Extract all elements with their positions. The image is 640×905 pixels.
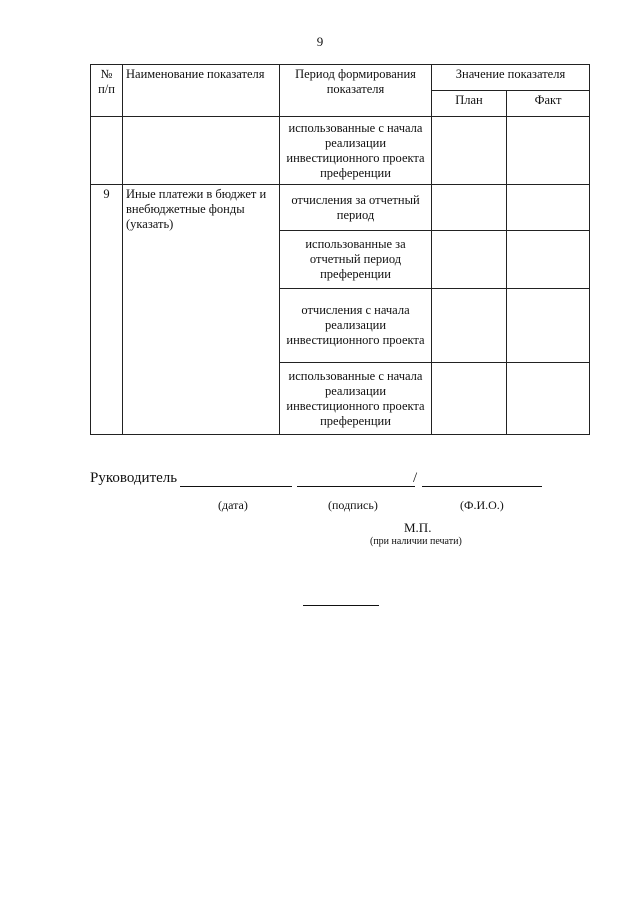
- fact-cell: [507, 231, 590, 289]
- date-caption: (дата): [218, 498, 248, 512]
- item-name: Иные платежи в бюджет и внебюджетные фонды (указать): [123, 185, 280, 435]
- item-period-2: использованные за отчетный период преференции: [280, 231, 432, 289]
- sign-line: [297, 470, 418, 487]
- item-period-1: отчисления за отчетный период: [280, 185, 432, 231]
- plan-cell: [432, 117, 507, 185]
- fact-cell: [507, 363, 590, 435]
- stamp-label: М.П.: [404, 520, 432, 535]
- table-row: [91, 185, 590, 231]
- item-period-3: отчисления с начала реализации инвестиционного проекта: [280, 289, 432, 363]
- fio-caption: (Ф.И.О.): [460, 498, 504, 512]
- header-period: Период формирования показателя: [280, 65, 432, 117]
- sign-caption: (подпись): [328, 498, 378, 512]
- indicators-table: [90, 64, 590, 435]
- signature-title: Руководитель: [90, 470, 178, 486]
- header-value: Значение показателя: [432, 65, 590, 91]
- item-period-4: использованные с начала реализации инвестиционного проекта преференции: [280, 363, 432, 435]
- row-num-cell: [91, 117, 123, 185]
- item-num: 9: [91, 185, 123, 435]
- date-line: [180, 470, 292, 487]
- plan-cell: [432, 363, 507, 435]
- fact-cell: [507, 185, 590, 231]
- header-num: № п/п: [91, 65, 123, 117]
- signature-block: [90, 470, 560, 560]
- header-plan: План: [432, 91, 507, 117]
- plan-cell: [432, 185, 507, 231]
- plan-cell: [432, 289, 507, 363]
- fact-cell: [507, 289, 590, 363]
- row-period-cell: использованные с начала реализации инвестиционного проекта преференции: [280, 117, 432, 185]
- fio-line: [422, 470, 542, 487]
- plan-cell: [432, 231, 507, 289]
- stamp-note: (при наличии печати): [370, 536, 462, 547]
- header-fact: Факт: [507, 91, 590, 117]
- row-name-cell: [123, 117, 280, 185]
- fact-cell: [507, 117, 590, 185]
- page-number: 9: [316, 34, 324, 49]
- end-rule: [303, 605, 379, 606]
- table-row: [91, 117, 590, 185]
- header-row: [91, 65, 590, 91]
- slash-separator: /: [413, 470, 418, 486]
- header-name: Наименование показателя: [123, 65, 280, 117]
